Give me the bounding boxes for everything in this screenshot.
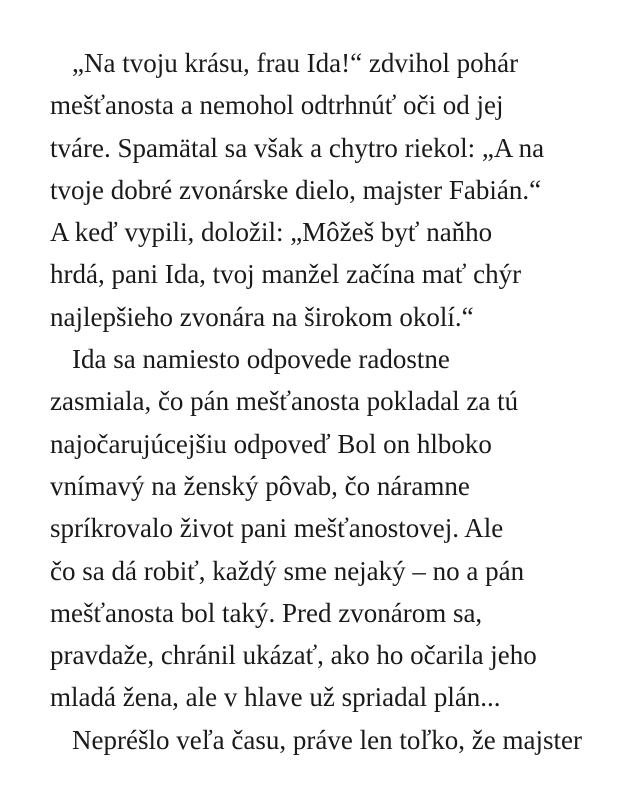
text-line: zasmiala, čo pán mešťanosta pokladal za tú (50, 386, 519, 417)
text-line: čo sa dá robiť, každý sme nejaký – no a pán (50, 555, 525, 586)
text-line: tváre. Spamätal sa však a chytro riekol: „A na (50, 132, 545, 163)
text-line: spríkrovalo život pani mešťanostovej. Ale (50, 513, 504, 544)
text-line: mladá žena, ale v hlave už spriadal plán... (50, 682, 501, 713)
text-line: Nepréšlo veľa času, práve len toľko, že majster (72, 724, 582, 755)
text-line: vnímavý na ženský pôvab, čo náramne (50, 470, 470, 501)
text-line: najlepšieho zvonára na širokom okolí.“ (50, 301, 474, 332)
body-text (50, 42, 610, 761)
text-line: Ida sa namiesto odpovede radostne (72, 344, 450, 375)
text-line: mešťanosta a nemohol odtrhnúť oči od jej (50, 90, 504, 121)
text-line: tvoje dobré zvonárske dielo, majster Fabián.“ (50, 174, 542, 205)
text-line: mešťanosta bol taký. Pred zvonárom sa, (50, 597, 483, 628)
text-line: hrdá, pani Ida, tvoj manžel začína mať chýr (50, 259, 522, 290)
text-line: pravdaže, chránil ukázať, ako ho očarila jeho (50, 640, 537, 671)
text-line: najočarujúcejšiu odpoveď Bol on hlboko (50, 428, 492, 459)
text-line: „Na tvoju krásu, frau Ida!“ zdvihol pohár (72, 48, 519, 78)
text-line: A keď vypili, doložil: „Môžeš byť naňho (50, 217, 493, 248)
